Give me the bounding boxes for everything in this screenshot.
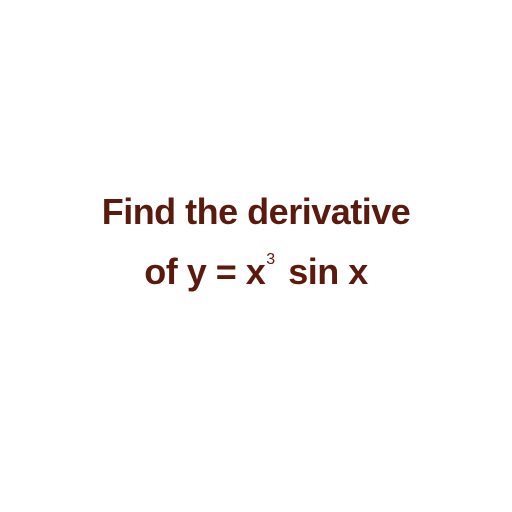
- problem-line-2: [0, 250, 512, 302]
- exponent: 3: [266, 251, 275, 268]
- equation-suffix: sin x: [278, 251, 368, 292]
- equation-prefix: of y = x: [144, 251, 266, 292]
- problem-line-1: Find the derivative: [101, 191, 411, 232]
